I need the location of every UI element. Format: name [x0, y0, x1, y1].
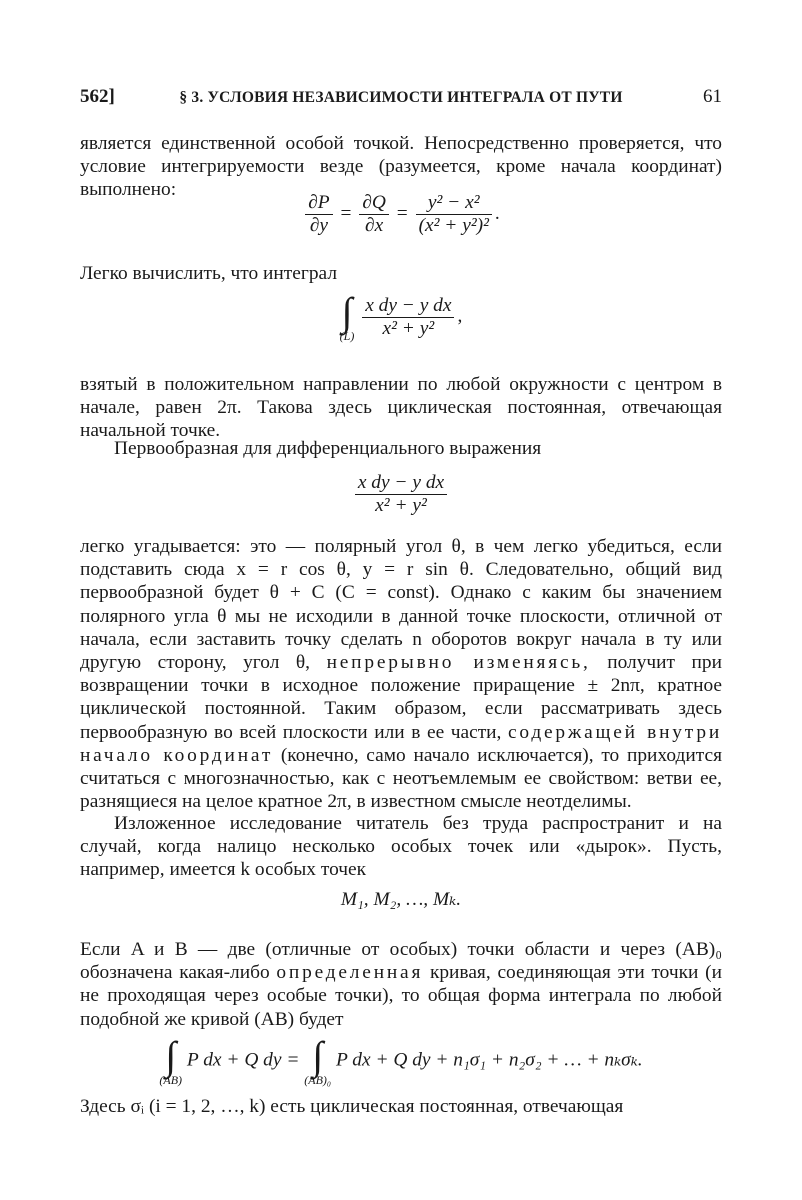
fraction-expression: $\frac{\text{x dy − y dx}}{\text{x² + y²}}$ [355, 472, 447, 517]
paragraph-1: является единственной особой точкой. Непосредственно проверяется, что условие интегрируемости везде (разумеется, кроме начала координат) выполнено: [80, 133, 722, 201]
integral-sign-ab0: ∫ (AB)₀ [304, 1033, 332, 1087]
fraction-y2-x2: $\frac{\text{y² − x²}}{\text{(x² + y²)²}}$ [416, 192, 492, 237]
equation-general-integral: ∫ (AB) P dx + Q dy = ∫ (AB)₀ P dx + Q dy + n₁σ₁ + n₂σ₂ + … + nₖσₖ. [159, 1033, 643, 1087]
equation-singular-points: M₁, M₂, …, Mₖ. [340, 889, 462, 910]
paragraph-8: Здесь σᵢ (i = 1, 2, …, k) есть циклическая постоянная, отвечающая [80, 1096, 624, 1117]
integral-sign-ab: ∫ (AB) [159, 1033, 183, 1087]
fraction-integrand: $\frac{\text{x dy − y dx}}{\text{x² + y²}}$ [362, 295, 454, 340]
equation-partial-derivatives: $\frac{\partial P}{\partial y}$ = $\frac{\partial Q}{\partial x}$ = $\frac{\text{y² − x²}}{\text{(x² + y²)²}}$ . [80, 192, 722, 237]
integral-sign: ∫ (L) [339, 289, 355, 343]
paragraph-7: Если A и B — две (отличные от особых) точки области и через (AB)₀ обозначена какая-либо определенная кривая, соединяющая эти точки (и не проходящая через особые точки), то общая форма интеграла по любой подобной же кривой (AB) будет [80, 939, 722, 1030]
fraction-dP-dy: $\frac{\partial P}{\partial y}$ [305, 192, 332, 237]
paragraph-3: взятый в положительном направлении по любой окружности с центром в начале, равен 2π. Такова здесь циклическая постоянная, отвечающая начальной точке. [80, 374, 722, 442]
equation-contour-integral: ∫ (L) $\frac{\text{x dy − y dx}}{\text{x² + y²}}$ , [339, 289, 463, 343]
running-title: § 3. УСЛОВИЯ НЕЗАВИСИМОСТИ ИНТЕГРАЛА ОТ ПУТИ [179, 89, 623, 106]
section-marker: 562] [80, 86, 115, 107]
paragraph-5: легко угадывается: это — полярный угол θ, в чем легко убедиться, если подставить сюда x = r cos θ, y = r sin θ. Следовательно, общий вид первообразной будет θ + C (C = const). Однако с каким бы значением полярного угла θ мы не исходили в данной точке плоскости, отличной от начала, если заставить точку сделать n оборотов вокруг начала в ту или другую сторону, угол θ, непрерывно изменяясь, получит при возвращении точки в исходное положение приращение ± 2nπ, кратное циклической постоянной. Таким образом, если рассматривать здесь первообразную во всей плоскости или в ее части, содержащей внутри начало координат (конечно, само начало исключается), то приходится считаться с многозначностью, как с неотъемлемым ее свойством: ветви ее, разнящиеся на целое кратное 2π, в известном смысле неотделимы. [80, 536, 722, 813]
page-number: 61 [703, 86, 722, 107]
equation-differential-expression [80, 472, 722, 517]
paragraph-2: Легко вычислить, что интеграл [80, 263, 337, 284]
paragraph-4: Первообразная для дифференциального выражения [114, 438, 542, 459]
fraction-dQ-dx: $\frac{\partial Q}{\partial x}$ [359, 192, 389, 237]
running-header [80, 86, 722, 114]
paragraph-6: Изложенное исследование читатель без труда распространит и на случай, когда налицо несколько особых точек или «дырок». Пусть, например, имеется k особых точек [80, 813, 722, 881]
